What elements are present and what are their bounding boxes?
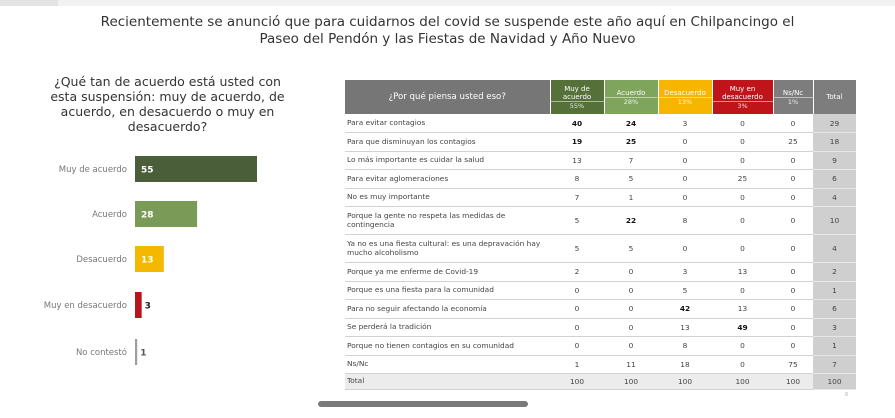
column-percentage: 3% [713, 101, 773, 110]
table-row [345, 263, 856, 282]
value-cell: 0 [712, 151, 773, 170]
reason-cell: Porque la gente no respeta las medidas de contingencia [345, 207, 550, 235]
table-row [345, 170, 856, 189]
total-cell: 4 [813, 188, 856, 207]
value-cell: 0 [712, 133, 773, 152]
value-cell: 0 [658, 133, 712, 152]
reason-cell: No es muy importante [345, 188, 550, 207]
value-cell: 24 [604, 114, 658, 133]
data-label: 1 [140, 348, 147, 359]
table-row [345, 318, 856, 337]
value-cell: 11 [604, 355, 658, 374]
slide-title-line-2: Paseo del Pendón y las Fiestas de Navidad y Año Nuevo [259, 31, 636, 47]
value-cell: 0 [712, 235, 773, 263]
value-cell: 0 [712, 281, 773, 300]
value-cell: 25 [773, 133, 813, 152]
column-header [813, 80, 856, 114]
reasons-table [345, 80, 857, 390]
value-cell: 0 [773, 188, 813, 207]
reason-cell: Para no seguir afectando la economía [345, 300, 550, 319]
value-cell: 5 [550, 235, 604, 263]
value-cell: 40 [550, 114, 604, 133]
reason-cell: Porque no tienen contagios en su comunidad [345, 337, 550, 356]
bar [135, 292, 142, 318]
value-cell: 13 [550, 151, 604, 170]
value-cell: 0 [604, 318, 658, 337]
category-label: Desacuerdo [76, 255, 127, 265]
total-cell: 3 [813, 318, 856, 337]
value-cell: 25 [712, 170, 773, 189]
value-cell: 0 [658, 170, 712, 189]
value-cell: 0 [712, 355, 773, 374]
column-label: Acuerdo [616, 88, 646, 97]
value-cell: 5 [658, 281, 712, 300]
value-cell: 0 [658, 188, 712, 207]
value-cell: 0 [604, 263, 658, 282]
slide-title [60, 14, 835, 48]
value-cell: 19 [550, 133, 604, 152]
table-row [345, 151, 856, 170]
column-percentage: 55% [551, 101, 604, 110]
data-label: 28 [141, 210, 154, 221]
total-cell: 6 [813, 300, 856, 319]
value-cell: 0 [773, 300, 813, 319]
total-cell: 4 [813, 235, 856, 263]
column-percentage: 1% [774, 97, 813, 106]
value-cell: 1 [550, 355, 604, 374]
table-row [345, 281, 856, 300]
value-cell: 8 [550, 170, 604, 189]
column-label: Desacuerdo [664, 88, 706, 97]
total-cell: 29 [813, 114, 856, 133]
data-label: 3 [144, 301, 151, 312]
value-cell: 0 [712, 114, 773, 133]
value-cell: 25 [604, 133, 658, 152]
horizontal-scrollbar[interactable] [318, 401, 528, 407]
total-cell: 2 [813, 263, 856, 282]
column-percentage: 13% [659, 97, 712, 106]
value-cell: 0 [712, 207, 773, 235]
reason-cell: Para evitar contagios [345, 114, 550, 133]
total-cell: 1 [813, 281, 856, 300]
value-cell: 7 [550, 188, 604, 207]
page-number: 6 [845, 392, 849, 398]
value-cell: 0 [773, 235, 813, 263]
value-cell: 0 [604, 300, 658, 319]
value-cell: 0 [550, 281, 604, 300]
value-cell: 13 [712, 300, 773, 319]
value-cell: 75 [773, 355, 813, 374]
table-question-header: ¿Por qué piensa usted eso? [345, 80, 550, 114]
value-cell: 0 [604, 337, 658, 356]
value-cell: 13 [658, 318, 712, 337]
total-cell: 1 [813, 337, 856, 356]
total-value-cell: 100 [773, 374, 813, 390]
top-strip [0, 0, 895, 6]
value-cell: 3 [658, 263, 712, 282]
column-header [550, 80, 604, 114]
category-label: Muy en desacuerdo [43, 301, 127, 311]
reason-cell: Porque es una fiesta para la comunidad [345, 281, 550, 300]
value-cell: 0 [773, 318, 813, 337]
column-label: Muy de acuerdo [562, 84, 592, 101]
category-label: Muy de acuerdo [58, 165, 127, 175]
value-cell: 5 [550, 207, 604, 235]
total-value-cell: 100 [813, 374, 856, 390]
value-cell: 0 [712, 337, 773, 356]
reason-cell: Para que disminuyan los contagios [345, 133, 550, 152]
reason-cell: Ns/Nc [345, 355, 550, 374]
value-cell: 8 [658, 337, 712, 356]
value-cell: 0 [773, 207, 813, 235]
slide-title-line-1: Recientemente se anunció que para cuidarnos del covid se suspende este año aquí en Chilpancingo el [100, 14, 795, 30]
total-cell: 9 [813, 151, 856, 170]
reason-cell: Ya no es una fiesta cultural: es una depravación hay mucho alcoholismo [345, 235, 550, 263]
value-cell: 42 [658, 300, 712, 319]
value-cell: 0 [550, 318, 604, 337]
reason-cell: Porque ya me enferme de Covid-19 [345, 263, 550, 282]
column-header [712, 80, 773, 114]
column-label: Muy en desacuerdo [722, 84, 763, 101]
value-cell: 0 [604, 281, 658, 300]
chart-question: ¿Qué tan de acuerdo está usted con esta suspensión: muy de acuerdo, de acuerdo, en desacuerdo o muy en desacuerdo? [50, 74, 285, 134]
value-cell: 5 [604, 170, 658, 189]
value-cell: 0 [773, 263, 813, 282]
value-cell: 0 [658, 235, 712, 263]
total-row [345, 374, 856, 390]
reason-cell: Lo más importante es cuidar la salud [345, 151, 550, 170]
value-cell: 18 [658, 355, 712, 374]
column-percentage: 28% [605, 97, 658, 106]
table-row [345, 337, 856, 356]
total-value-cell: 100 [550, 374, 604, 390]
column-label: Ns/Nc [782, 88, 804, 97]
total-value-cell: 100 [604, 374, 658, 390]
value-cell: 22 [604, 207, 658, 235]
bar [135, 339, 137, 365]
data-label: 13 [141, 255, 154, 266]
value-cell: 0 [773, 337, 813, 356]
top-tab [0, 0, 58, 6]
total-cell: 10 [813, 207, 856, 235]
category-label: Acuerdo [92, 210, 127, 220]
value-cell: 0 [773, 170, 813, 189]
total-cell: 7 [813, 355, 856, 374]
total-value-cell: 100 [658, 374, 712, 390]
column-header [604, 80, 658, 114]
column-header [658, 80, 712, 114]
table-row [345, 300, 856, 319]
value-cell: 5 [604, 235, 658, 263]
value-cell: 0 [773, 114, 813, 133]
value-cell: 8 [658, 207, 712, 235]
column-label: Total [826, 93, 843, 101]
table-row [345, 133, 856, 152]
reason-cell: Para evitar aglomeraciones [345, 170, 550, 189]
value-cell: 3 [658, 114, 712, 133]
table-row [345, 114, 856, 133]
category-label: No contestó [75, 348, 127, 358]
value-cell: 1 [604, 188, 658, 207]
total-row-label: Total [345, 374, 550, 390]
value-cell: 2 [550, 263, 604, 282]
total-cell: 6 [813, 170, 856, 189]
table-row [345, 355, 856, 374]
value-cell: 0 [658, 151, 712, 170]
value-cell: 0 [550, 337, 604, 356]
table-row [345, 207, 856, 235]
value-cell: 0 [773, 281, 813, 300]
column-header [773, 80, 813, 114]
reason-cell: Se perderá la tradición [345, 318, 550, 337]
table-row [345, 235, 856, 263]
total-value-cell: 100 [712, 374, 773, 390]
data-label: 55 [141, 165, 154, 176]
value-cell: 49 [712, 318, 773, 337]
value-cell: 13 [712, 263, 773, 282]
value-cell: 0 [712, 188, 773, 207]
agreement-bar-chart [0, 140, 320, 380]
value-cell: 0 [773, 151, 813, 170]
total-cell: 18 [813, 133, 856, 152]
table-row [345, 188, 856, 207]
value-cell: 0 [550, 300, 604, 319]
value-cell: 7 [604, 151, 658, 170]
